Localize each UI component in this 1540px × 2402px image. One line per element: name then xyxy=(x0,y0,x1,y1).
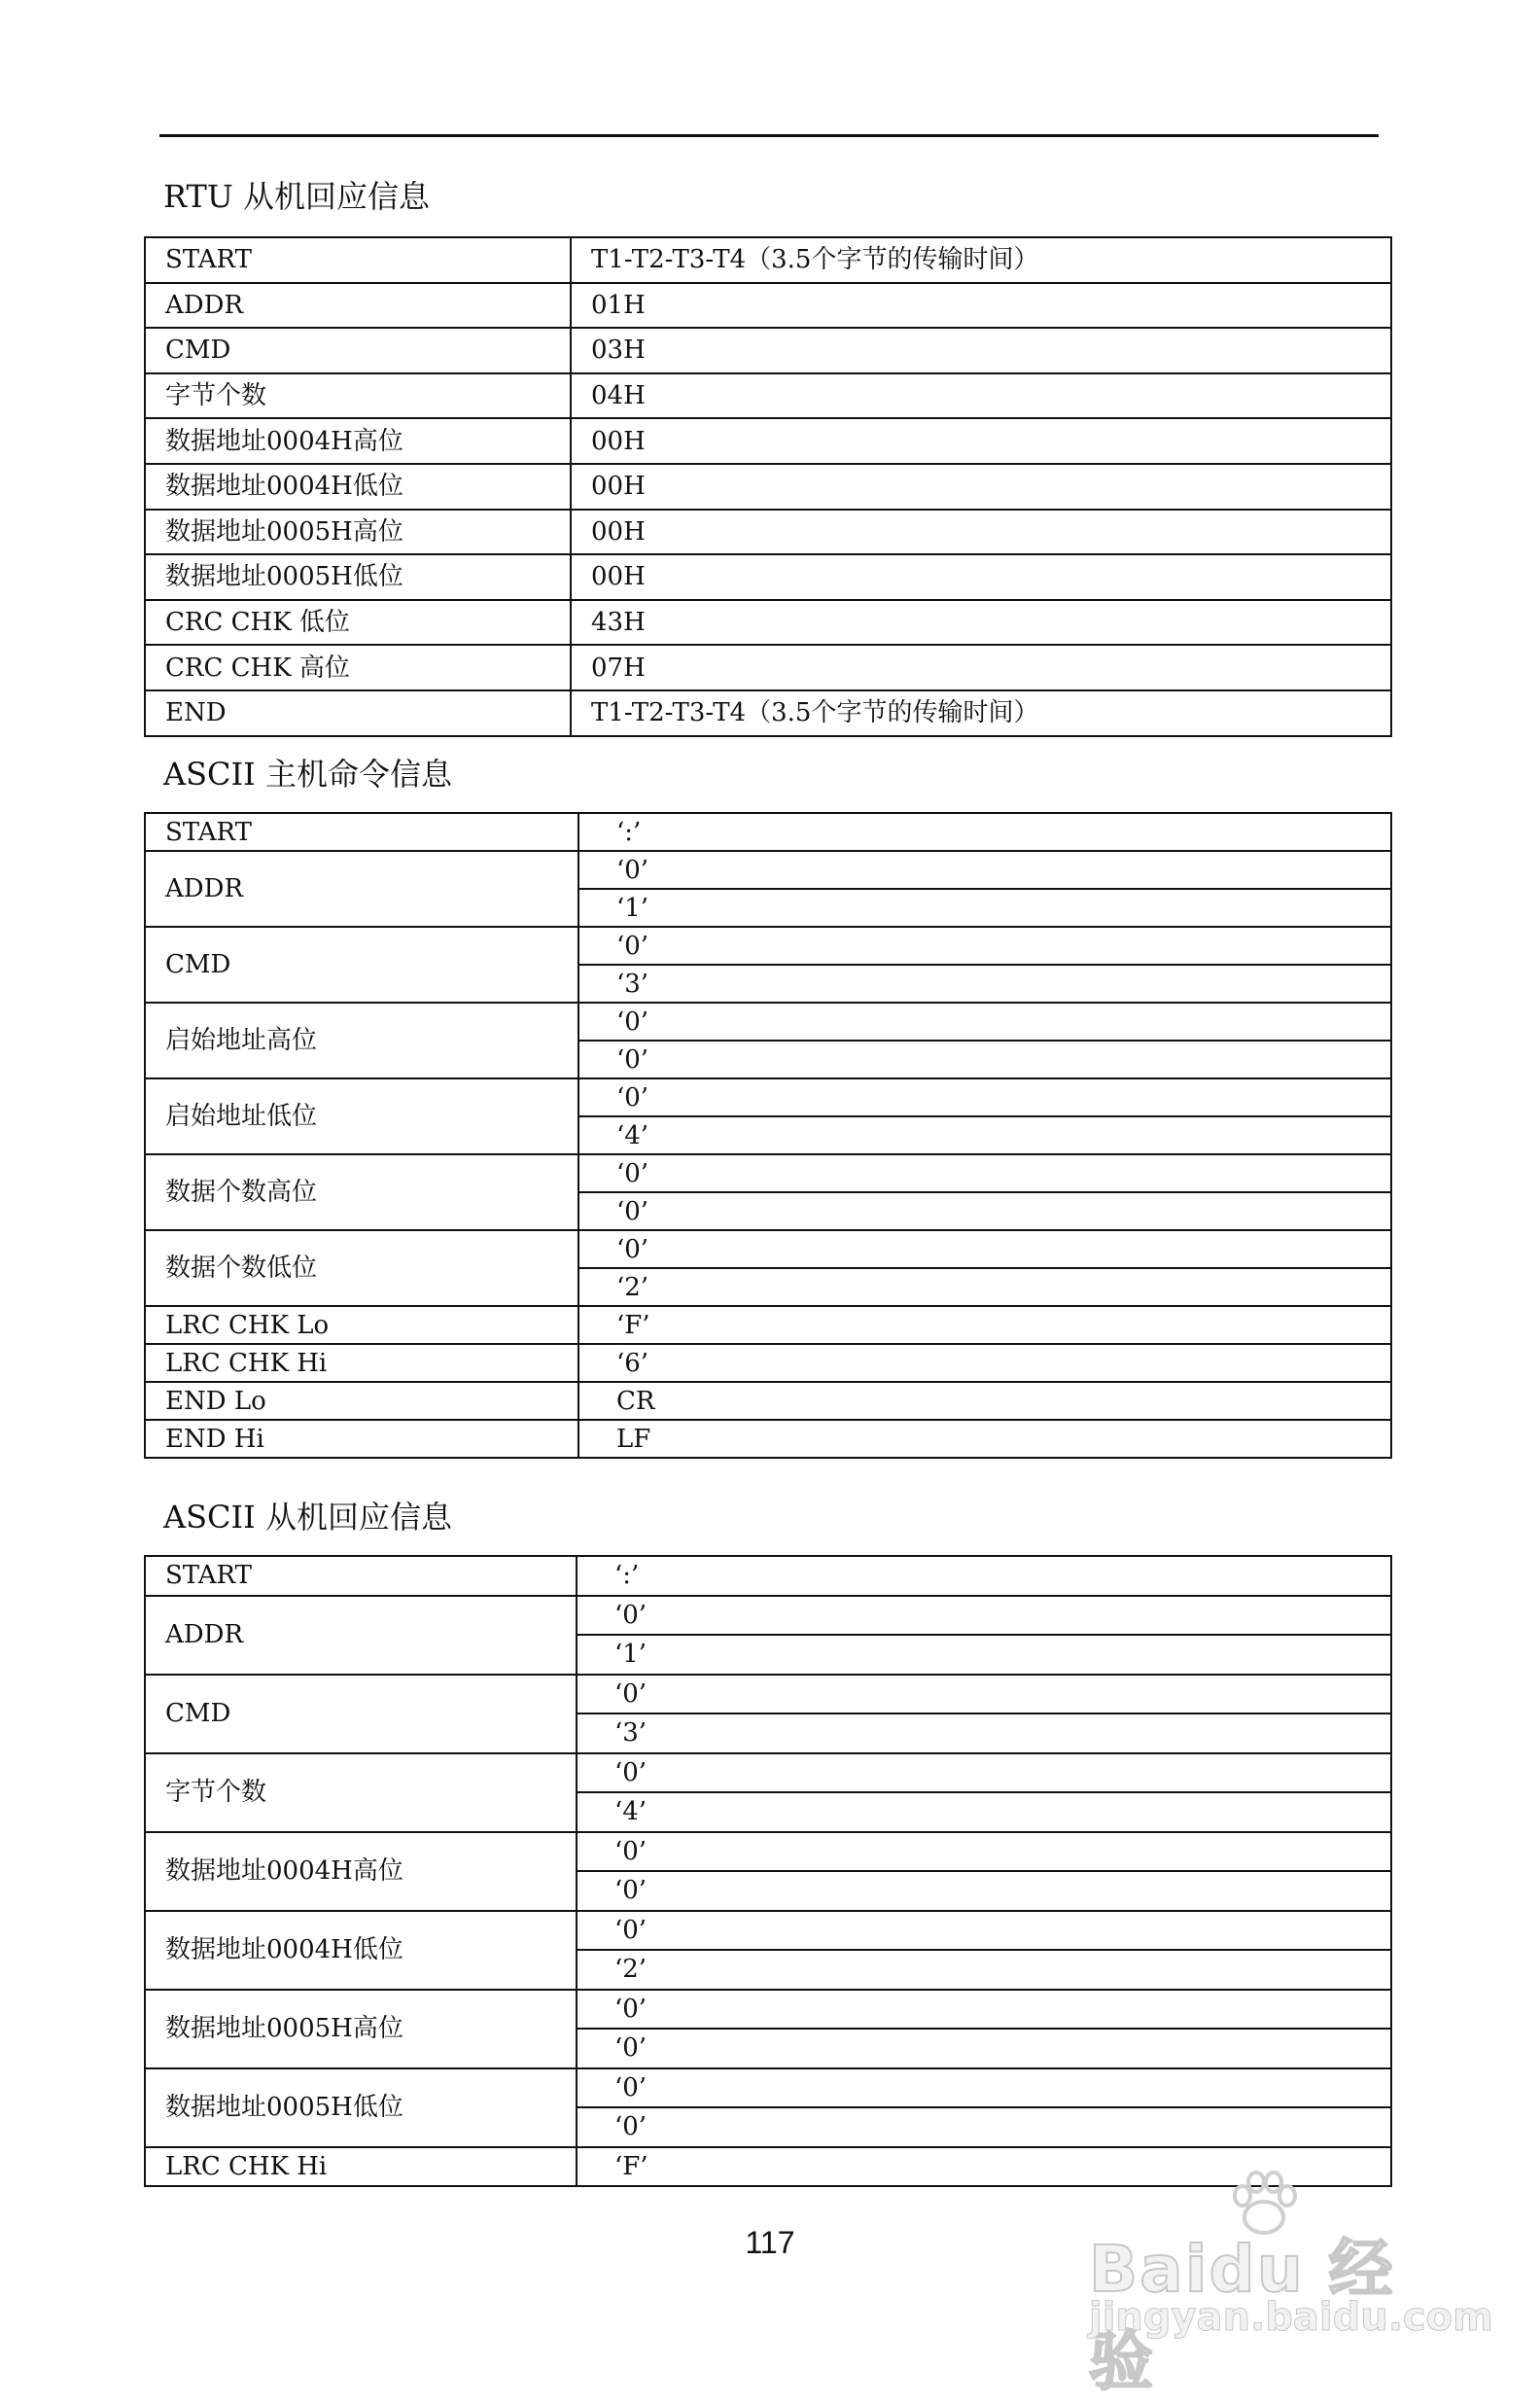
field-label: 字节个数 xyxy=(145,373,571,419)
field-label: CMD xyxy=(145,927,578,1003)
table-row xyxy=(145,510,1391,555)
table-row xyxy=(145,328,1391,373)
watermark-url: jingyan.baidu.com xyxy=(1089,2295,1493,2340)
ascii-response-table xyxy=(144,1555,1392,2187)
field-value: ‘:’ xyxy=(577,1556,1391,1596)
field-value: ‘1’ xyxy=(577,1635,1391,1675)
table-row xyxy=(145,283,1391,329)
field-value: ‘0’ xyxy=(577,1990,1391,2030)
ascii-slave-response-heading: ASCII 从机回应信息 xyxy=(163,1499,452,1536)
field-value: 00H xyxy=(571,464,1391,510)
field-value: ‘:’ xyxy=(578,813,1391,851)
field-label: END Lo xyxy=(145,1382,578,1420)
field-label: LRC CHK Lo xyxy=(145,1306,578,1344)
field-value: 03H xyxy=(571,328,1391,373)
field-label: 字节个数 xyxy=(145,1753,577,1832)
field-value: ‘6’ xyxy=(578,1344,1391,1382)
field-value: 00H xyxy=(571,510,1391,555)
field-value: ‘4’ xyxy=(577,1792,1391,1832)
field-value: ‘0’ xyxy=(577,1596,1391,1636)
field-value: 00H xyxy=(571,554,1391,600)
field-label: ADDR xyxy=(145,283,571,329)
field-label: LRC CHK Hi xyxy=(145,1344,578,1382)
field-value: ‘0’ xyxy=(577,1871,1391,1911)
watermark-logo: Baidu 经验 xyxy=(1089,2232,1395,2399)
field-label: 数据地址0004H低位 xyxy=(145,464,571,510)
table-row xyxy=(145,1990,1391,2030)
field-value: ‘F’ xyxy=(578,1306,1391,1344)
field-value: ‘0’ xyxy=(577,1911,1391,1951)
field-label: 数据地址0004H高位 xyxy=(145,418,571,464)
field-label: START xyxy=(145,1556,577,1596)
table-row xyxy=(145,418,1391,464)
field-label: CMD xyxy=(145,1675,577,1753)
table-row xyxy=(145,554,1391,600)
field-value: ‘3’ xyxy=(577,1713,1391,1753)
field-label: 数据地址0005H低位 xyxy=(145,2068,577,2147)
table-row xyxy=(145,690,1391,736)
table-row xyxy=(145,1078,1391,1116)
field-value: 43H xyxy=(571,600,1391,646)
field-label: 启始地址低位 xyxy=(145,1078,578,1154)
field-value: 00H xyxy=(571,418,1391,464)
field-value: CR xyxy=(578,1382,1391,1420)
field-label: START xyxy=(145,813,578,851)
field-label: 启始地址高位 xyxy=(145,1003,578,1078)
table-row xyxy=(145,1556,1391,1596)
field-label: ADDR xyxy=(145,851,578,927)
header-rule xyxy=(159,134,1379,137)
field-value: ‘0’ xyxy=(578,1230,1391,1268)
ascii-master-command-heading: ASCII 主机命令信息 xyxy=(163,756,452,793)
field-label: 数据地址0004H低位 xyxy=(145,1911,577,1990)
table-row xyxy=(145,600,1391,646)
field-label: 数据地址0005H低位 xyxy=(145,554,571,600)
field-value: 01H xyxy=(571,283,1391,329)
field-label: CMD xyxy=(145,328,571,373)
table-row xyxy=(145,464,1391,510)
table-row xyxy=(145,1230,1391,1268)
field-label: 数据地址0005H高位 xyxy=(145,510,571,555)
field-label: END Hi xyxy=(145,1420,578,1458)
table-row xyxy=(145,1675,1391,1714)
field-label: START xyxy=(145,237,571,283)
table-row xyxy=(145,2068,1391,2108)
table-row xyxy=(145,851,1391,889)
table-row xyxy=(145,1154,1391,1192)
field-value: ‘2’ xyxy=(578,1268,1391,1306)
field-label: LRC CHK Hi xyxy=(145,2147,577,2187)
field-value: ‘0’ xyxy=(578,851,1391,889)
table-row xyxy=(145,927,1391,965)
table-row xyxy=(145,645,1391,690)
table-row xyxy=(145,373,1391,419)
field-value: ‘4’ xyxy=(578,1116,1391,1154)
field-label: CRC CHK 低位 xyxy=(145,600,571,646)
field-value: ‘0’ xyxy=(577,1832,1391,1872)
field-value: ‘0’ xyxy=(577,1753,1391,1793)
table-row xyxy=(145,1306,1391,1344)
rtu-response-table xyxy=(144,236,1392,737)
field-value: 07H xyxy=(571,645,1391,690)
field-value: ‘0’ xyxy=(578,1041,1391,1078)
table-row xyxy=(145,1003,1391,1041)
table-row xyxy=(145,1596,1391,1636)
field-value: ‘0’ xyxy=(578,927,1391,965)
table-row xyxy=(145,1344,1391,1382)
field-value: ‘0’ xyxy=(577,1675,1391,1714)
table-row xyxy=(145,813,1391,851)
field-label: ADDR xyxy=(145,1596,577,1675)
field-value: ‘0’ xyxy=(577,2068,1391,2108)
rtu-slave-response-heading: RTU 从机回应信息 xyxy=(163,178,431,215)
field-value: ‘2’ xyxy=(577,1950,1391,1990)
field-value: LF xyxy=(578,1420,1391,1458)
table-row xyxy=(145,237,1391,283)
ascii-command-table xyxy=(144,812,1392,1459)
table-row xyxy=(145,1832,1391,1872)
table-row xyxy=(145,1420,1391,1458)
field-label: 数据个数高位 xyxy=(145,1154,578,1230)
field-value: ‘1’ xyxy=(578,889,1391,927)
field-value: ‘0’ xyxy=(577,2029,1391,2068)
field-label: 数据个数低位 xyxy=(145,1230,578,1306)
field-value: ‘0’ xyxy=(578,1003,1391,1041)
field-value: T1-T2-T3-T4（3.5个字节的传输时间） xyxy=(571,690,1391,736)
field-label: END xyxy=(145,690,571,736)
field-value: ‘0’ xyxy=(578,1078,1391,1116)
table-row xyxy=(145,1911,1391,1951)
table-row xyxy=(145,1753,1391,1793)
field-value: T1-T2-T3-T4（3.5个字节的传输时间） xyxy=(571,237,1391,283)
field-value: ‘F’ xyxy=(577,2147,1391,2187)
field-value: ‘0’ xyxy=(578,1192,1391,1230)
page-number: 117 xyxy=(745,2225,795,2260)
field-value: 04H xyxy=(571,373,1391,419)
field-value: ‘0’ xyxy=(577,2107,1391,2147)
field-value: ‘0’ xyxy=(578,1154,1391,1192)
baidu-watermark xyxy=(1079,2169,1493,2399)
table-row xyxy=(145,1382,1391,1420)
field-label: 数据地址0005H高位 xyxy=(145,1990,577,2068)
field-value: ‘3’ xyxy=(578,965,1391,1003)
field-label: CRC CHK 高位 xyxy=(145,645,571,690)
field-label: 数据地址0004H高位 xyxy=(145,1832,577,1911)
